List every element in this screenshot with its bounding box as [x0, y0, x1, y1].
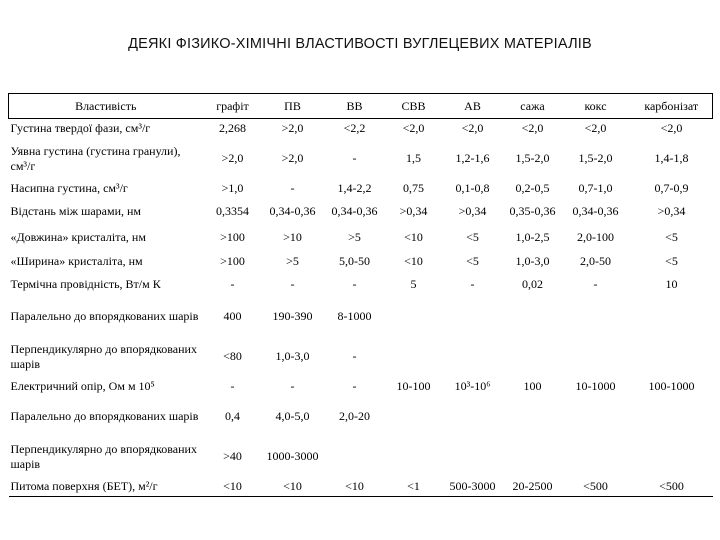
cell: >100: [220, 230, 245, 244]
table-row: [9, 225, 713, 251]
cell: 10³-10⁶: [454, 379, 491, 393]
cell: [631, 297, 713, 337]
cell: <10: [203, 477, 263, 497]
table-row: [9, 377, 713, 397]
row-label: Перпендикулярно до впорядкованих шарів: [10, 341, 197, 371]
row-label: Густина твердої фази, см³/г: [10, 121, 151, 136]
cell: -: [290, 277, 295, 291]
cell: [387, 297, 441, 337]
cell: >10: [283, 230, 302, 244]
cell: >40: [223, 449, 242, 463]
row-label: Насипна густина, см³/г: [10, 181, 128, 195]
cell: -: [230, 277, 235, 291]
cell: -: [352, 349, 357, 363]
cell: >1,0: [221, 181, 244, 195]
cell: <5: [665, 230, 678, 244]
table-row: [9, 337, 713, 377]
cell: <500: [631, 477, 713, 497]
row-label: Паралельно до впорядкованих шарів: [10, 309, 199, 323]
cell: <10: [404, 254, 423, 268]
table-row: [9, 297, 713, 337]
table-row: [9, 437, 713, 477]
cell: [441, 397, 505, 437]
cell: [505, 397, 561, 437]
row-label: Термічна провідність, Вт/м К: [10, 277, 161, 291]
cell: 5,0-50: [339, 254, 370, 268]
cell: >5: [348, 230, 361, 244]
cell: >100: [220, 254, 245, 268]
header-col-pv: ПВ: [263, 94, 323, 119]
cell: [561, 437, 631, 477]
cell: 0,1-0,8: [455, 181, 490, 195]
cell: <10: [323, 477, 387, 497]
table-row: [9, 273, 713, 297]
cell: 1,4-2,2: [337, 181, 372, 195]
cell: [505, 337, 561, 377]
cell: 0,2-0,5: [515, 181, 550, 195]
cell: <5: [466, 230, 479, 244]
header-col-vv: ВВ: [323, 94, 387, 119]
cell: 2,0-100: [577, 230, 614, 244]
cell: 4,0-5,0: [275, 409, 310, 423]
cell: [323, 437, 387, 477]
cell: [561, 337, 631, 377]
header-col-svv: СВВ: [387, 94, 441, 119]
cell: 500-3000: [441, 477, 505, 497]
cell: [631, 397, 713, 437]
cell: -: [230, 379, 235, 393]
cell: 0,7-0,9: [654, 181, 689, 195]
cell: >0,34: [399, 204, 428, 218]
row-label: «Довжина» кристаліта, нм: [10, 230, 146, 244]
cell: -: [352, 379, 357, 393]
cell: -: [470, 277, 475, 291]
cell: 5: [410, 277, 417, 291]
cell: [631, 337, 713, 377]
cell: -: [290, 379, 295, 393]
cell: 1,0-2,5: [515, 230, 550, 244]
header-property: Властивість: [9, 94, 203, 119]
cell: 0,4: [225, 409, 240, 423]
cell: -: [352, 151, 357, 165]
row-label: Електричний опір, Ом м 10⁵: [10, 379, 155, 393]
cell: 0,75: [403, 181, 424, 195]
row-label: Паралельно до впорядкованих шарів: [10, 409, 199, 423]
cell: 8-1000: [337, 309, 372, 323]
cell: -: [290, 181, 295, 195]
cell: 0,34-0,36: [269, 204, 316, 218]
table-row: [9, 397, 713, 437]
cell: -: [593, 277, 598, 291]
cell: [561, 397, 631, 437]
cell: >0,34: [458, 204, 487, 218]
cell: [631, 437, 713, 477]
cell: 1,0-3,0: [275, 349, 310, 363]
header-col-av: АВ: [441, 94, 505, 119]
cell: <2,0: [461, 121, 484, 136]
header-col-graphite: графіт: [203, 94, 263, 119]
cell: <2,2: [343, 121, 366, 136]
cell: [441, 337, 505, 377]
cell: [387, 337, 441, 377]
cell: <10: [263, 477, 323, 497]
cell: 1,5: [406, 151, 421, 165]
cell: 0,34-0,36: [572, 204, 619, 218]
table-row: [9, 477, 713, 497]
table-row: [9, 139, 713, 179]
cell: 20-2500: [505, 477, 561, 497]
cell: 190-390: [272, 309, 313, 323]
cell: 1,5-2,0: [578, 151, 613, 165]
cell: 2,0-20: [339, 409, 370, 423]
cell: [387, 397, 441, 437]
cell: 0,02: [522, 277, 543, 291]
cell: <5: [466, 254, 479, 268]
cell: 1,2-1,6: [455, 151, 490, 165]
cell: [561, 297, 631, 337]
properties-table: [8, 93, 713, 497]
cell: 100: [523, 379, 542, 393]
row-label: Уявна густина (густина гранули), см³/г: [10, 143, 181, 173]
cell: [505, 297, 561, 337]
cell: 1000-3000: [266, 449, 319, 463]
header-col-coke: кокс: [561, 94, 631, 119]
page-title: ДЕЯКІ ФІЗИКО-ХІМІЧНІ ВЛАСТИВОСТІ ВУГЛЕЦЕВИХ МАТЕРІАЛІВ: [128, 36, 592, 52]
cell: <80: [223, 349, 242, 363]
header-col-carbonizate: карбонізат: [631, 94, 713, 119]
cell: [505, 437, 561, 477]
table-row: [9, 199, 713, 225]
cell: >5: [286, 254, 299, 268]
table-row: [9, 119, 713, 139]
cell: 1,5-2,0: [515, 151, 550, 165]
cell: 0,7-1,0: [578, 181, 613, 195]
row-label: Питома поверхня (БЕТ), м²/г: [9, 477, 203, 497]
row-label: Відстань між шарами, нм: [10, 204, 142, 218]
cell: <2,0: [521, 121, 544, 136]
cell: >2,0: [281, 151, 304, 165]
cell: 10-100: [396, 379, 431, 393]
header-row: [9, 94, 713, 119]
cell: <5: [665, 254, 678, 268]
cell: [441, 297, 505, 337]
cell: <10: [404, 230, 423, 244]
cell: 10: [665, 277, 678, 291]
cell: >2,0: [221, 151, 244, 165]
cell: <2,0: [584, 121, 607, 136]
table-row: [9, 179, 713, 199]
cell: 0,35-0,36: [509, 204, 556, 218]
cell: >2,0: [281, 121, 304, 136]
cell: [441, 437, 505, 477]
table-row: [9, 251, 713, 273]
cell: >0,34: [657, 204, 686, 218]
cell: <2,0: [660, 121, 683, 136]
cell: <1: [387, 477, 441, 497]
cell: -: [352, 277, 357, 291]
cell: [387, 437, 441, 477]
cell: <500: [561, 477, 631, 497]
cell: 400: [223, 309, 242, 323]
cell: 1,4-1,8: [654, 151, 689, 165]
cell: 2,268: [219, 121, 246, 136]
cell: 0,3354: [216, 204, 249, 218]
row-label: «Ширина» кристаліта, нм: [10, 254, 143, 268]
row-label: Перпендикулярно до впорядкованих шарів: [10, 441, 197, 471]
cell: 0,34-0,36: [331, 204, 378, 218]
cell: 100-1000: [648, 379, 695, 393]
cell: 1,0-3,0: [515, 254, 550, 268]
header-col-soot: сажа: [505, 94, 561, 119]
cell: <2,0: [402, 121, 425, 136]
cell: 2,0-50: [580, 254, 611, 268]
cell: 10-1000: [575, 379, 616, 393]
